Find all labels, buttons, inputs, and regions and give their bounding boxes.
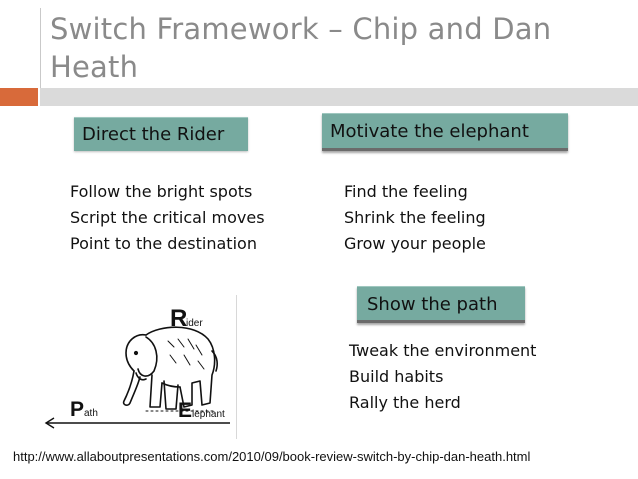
path-heading: Show the path: [367, 294, 498, 315]
list-item: Point to the destination: [70, 234, 257, 253]
rider-initial: R: [170, 305, 188, 332]
rider-heading: Direct the Rider: [82, 124, 225, 145]
list-item: Find the feeling: [344, 182, 468, 201]
list-item: Script the critical moves: [70, 208, 265, 227]
elephant-sketch: [124, 327, 218, 411]
path-initial: P: [70, 398, 85, 421]
list-item: Grow your people: [344, 234, 486, 253]
rider-elephant-path-diagram: [28, 295, 237, 439]
rider-heading-box: [74, 117, 248, 151]
list-item: Follow the bright spots: [70, 182, 253, 201]
rider-label-rest: ider: [186, 318, 203, 329]
elephant-heading: Motivate the elephant: [330, 121, 529, 142]
rider-list: [70, 179, 265, 257]
path-list: [349, 338, 536, 416]
source-url: http://www.allaboutpresentations.com/2010/09/book-review-switch-by-chip-dan-heath.html: [13, 449, 531, 464]
elephant-label-rest: lephant: [192, 409, 225, 420]
elephant-heading-box: [322, 113, 568, 151]
accent-bar-gray: [40, 88, 638, 106]
list-item: Build habits: [349, 367, 444, 386]
accent-bar-orange: [0, 88, 38, 106]
path-label-rest: ath: [84, 408, 98, 419]
diagram-svg: [28, 295, 236, 439]
slide-title: Switch Framework – Chip and Dan Heath: [50, 12, 552, 84]
path-heading-box: [357, 286, 525, 323]
elephant-initial: E: [178, 399, 193, 422]
list-item: Rally the herd: [349, 393, 461, 412]
list-item: Tweak the environment: [349, 341, 537, 360]
list-item: Shrink the feeling: [344, 208, 486, 227]
elephant-list: [344, 179, 486, 257]
